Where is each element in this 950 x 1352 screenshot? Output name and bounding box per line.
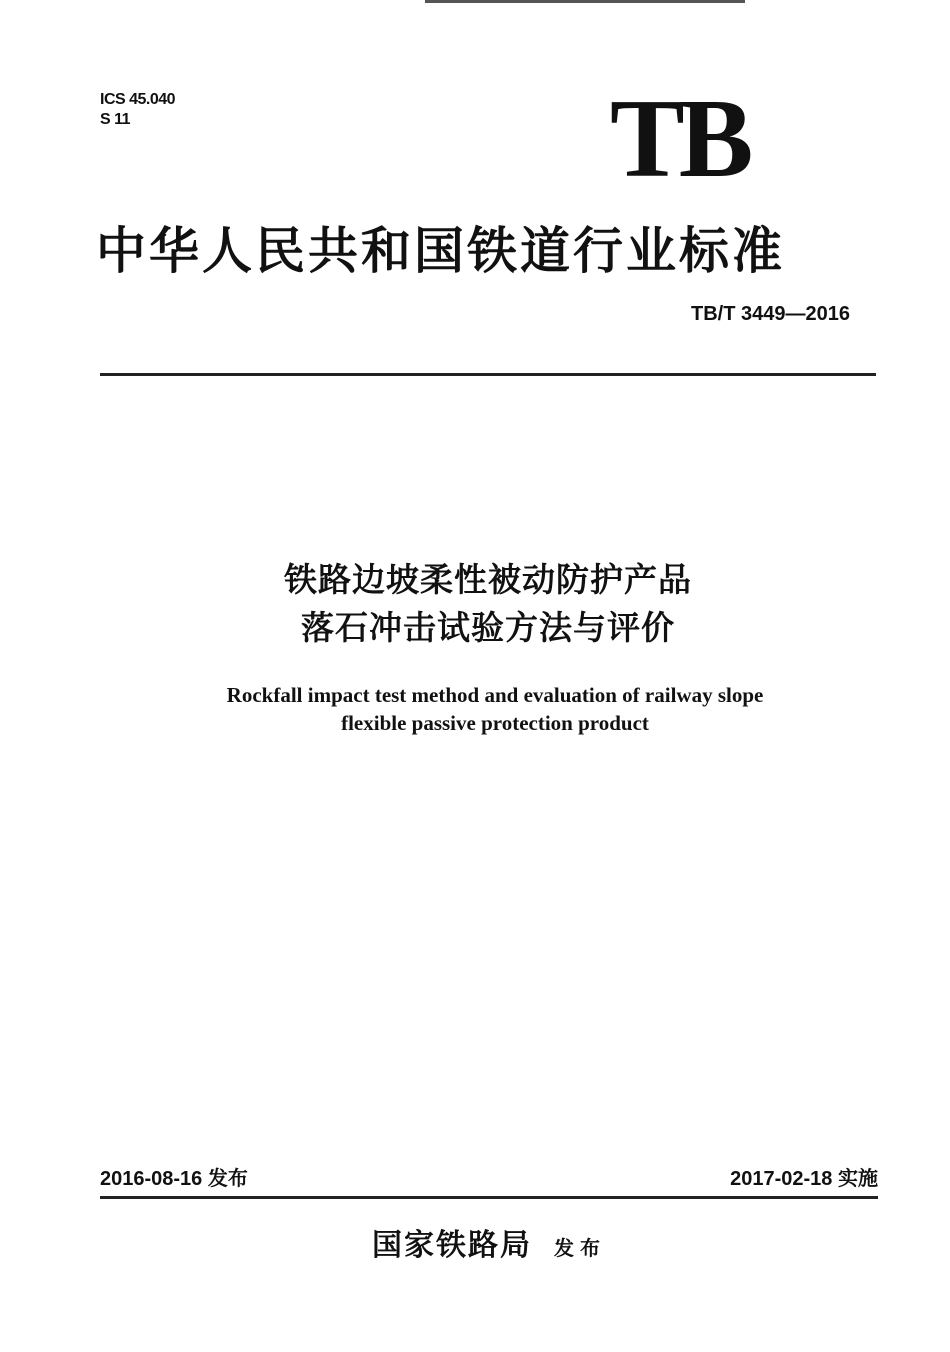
category-code: S 11 xyxy=(100,111,131,128)
implementation-date: 2017-02-18 实施 xyxy=(730,1168,878,1190)
document-title-cn-line1: 铁路边坡柔性被动防护产品 xyxy=(284,560,692,599)
tb-logo: TB xyxy=(610,77,748,201)
publisher-line xyxy=(100,1220,878,1264)
header-divider xyxy=(100,373,876,376)
publisher-name: 国家铁路局 xyxy=(372,1228,532,1263)
document-title-cn-line2: 落石冲击试验方法与评价 xyxy=(301,608,675,647)
classification-codes xyxy=(100,90,175,130)
ics-code: ICS 45.040 xyxy=(100,91,176,108)
document-title-en-line1: Rockfall impact test method and evaluation of railway slope xyxy=(226,683,764,707)
publisher-action: 发布 xyxy=(554,1236,606,1260)
standard-title: 中华人民共和国铁道行业标准 xyxy=(96,222,785,280)
standard-number: TB/T 3449—2016 xyxy=(691,303,850,325)
document-title-en-line2: flexible passive protection product xyxy=(341,711,649,735)
document-title-en xyxy=(100,681,890,737)
top-edge-bar xyxy=(425,0,745,3)
issue-date: 2016-08-16 发布 xyxy=(100,1168,248,1190)
footer-divider xyxy=(100,1196,878,1199)
document-title-cn xyxy=(100,556,876,652)
